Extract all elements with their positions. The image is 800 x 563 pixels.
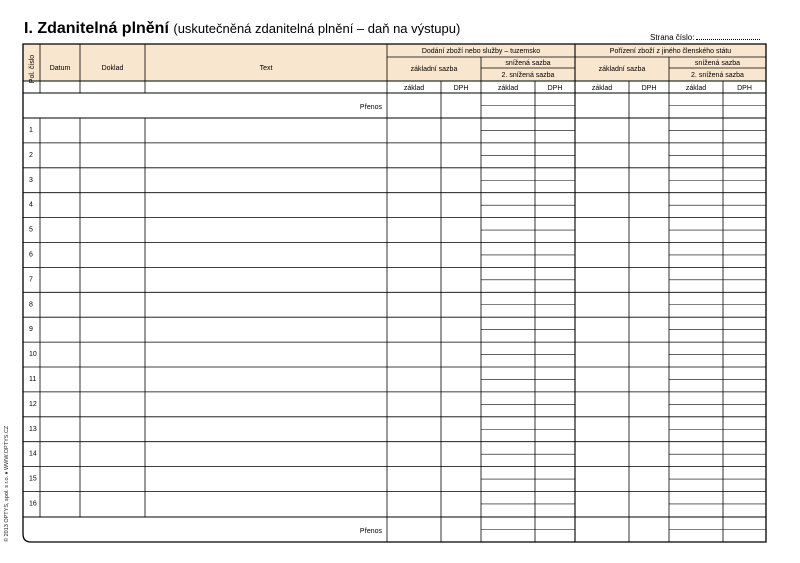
row-number: 5 xyxy=(29,226,33,234)
column-header-pol-cislo: Pol. číslo xyxy=(29,54,36,84)
copyright-note: © 2013 OPTYS, spol. s r.o. ♦ WWW.OPTYS.CZ xyxy=(4,425,10,542)
column-header-dph: DPH xyxy=(547,85,563,92)
carry-over-label-top: Přenos xyxy=(359,104,382,111)
row-number: 6 xyxy=(29,251,33,259)
row-number: 4 xyxy=(29,201,33,209)
column-header-datum: Datum xyxy=(49,65,71,72)
form-title-main: I. Zdanitelná plnění xyxy=(24,20,169,37)
row-number: 13 xyxy=(29,425,37,433)
header-reduced-rate-domestic: snížená sazba xyxy=(505,60,551,67)
header-basic-rate-domestic: základní sazba xyxy=(410,66,458,73)
row-number: 9 xyxy=(29,326,33,334)
row-number: 8 xyxy=(29,301,33,309)
row-number: 14 xyxy=(29,450,37,458)
page-number-label: Strana číslo: xyxy=(650,33,695,42)
row-number: 10 xyxy=(29,351,37,359)
row-number: 15 xyxy=(29,475,37,483)
row-number: 12 xyxy=(29,400,37,408)
header-reduced-rate-2-eu: 2. snížená sazba xyxy=(691,72,744,79)
row-number: 1 xyxy=(29,127,33,134)
column-header-zaklad: základ xyxy=(591,85,613,92)
header-reduced-rate-2-domestic: 2. snížená sazba xyxy=(501,72,555,79)
table-border xyxy=(23,44,766,542)
header-reduced-rate-eu: snížená sazba xyxy=(694,60,741,67)
form-title-subtitle: (uskutečněná zdanitelná plnění – daň na výstupu) xyxy=(173,21,461,36)
row-number: 3 xyxy=(29,176,33,184)
row-number: 11 xyxy=(29,376,37,383)
column-header-dph: DPH xyxy=(453,85,469,92)
column-header-doklad: Doklad xyxy=(101,65,124,72)
header-basic-rate-eu: základní sazba xyxy=(598,66,646,73)
column-header-dph: DPH xyxy=(737,85,752,92)
row-number: 2 xyxy=(29,151,33,159)
column-header-zaklad: základ xyxy=(497,85,519,92)
row-number: 7 xyxy=(29,276,33,284)
group-header-domestic: Dodání zboží nebo služby – tuzemsko xyxy=(421,48,541,55)
row-number: 16 xyxy=(29,500,37,508)
column-header-dph: DPH xyxy=(641,85,657,92)
group-header-eu: Pořízení zboží z jiného členského státu xyxy=(609,48,732,55)
column-header-text: Text xyxy=(259,65,273,72)
column-header-zaklad: základ xyxy=(403,85,425,92)
column-header-zaklad: základ xyxy=(685,85,707,92)
carry-over-label-bottom: Přenos xyxy=(359,528,382,535)
